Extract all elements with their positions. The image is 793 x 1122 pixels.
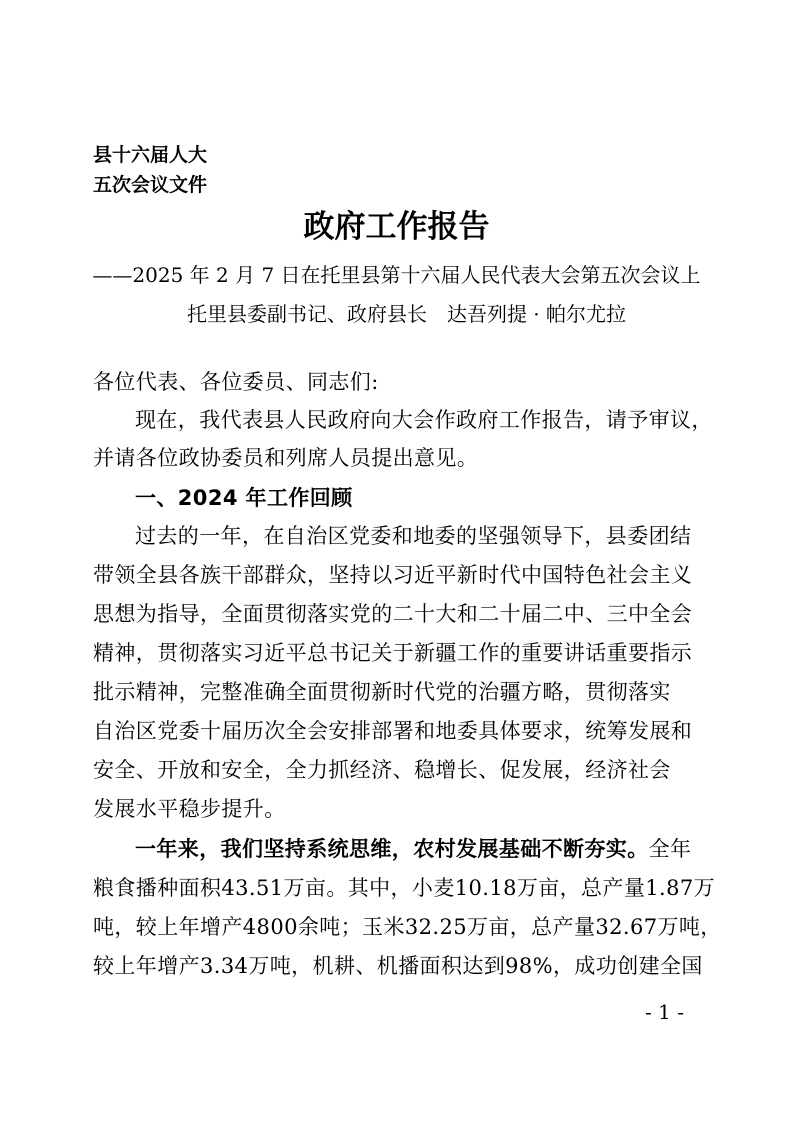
paragraph-1-line-3: 思想为指导，全面贯彻落实党的二十大和二十届二中、三中全会 <box>93 602 693 626</box>
intro-line-1: 现在，我代表县人民政府向大会作政府工作报告，请予审议， <box>135 408 713 432</box>
paragraph-1-line-5: 批示精神，完整准确全面贯彻新时代党的治疆方略，贯彻落实 <box>93 680 671 704</box>
paragraph-2-line-1 <box>135 833 691 863</box>
document-title: 政府工作报告 <box>303 209 490 245</box>
paragraph-2-line-1-rest: 全年 <box>648 837 692 861</box>
paragraph-2-line-3: 吨，较上年增产4800余吨；玉米32.25万亩，总产量32.67万吨， <box>93 915 722 939</box>
document-header-line2: 五次会议文件 <box>93 174 208 196</box>
page-number: - 1 - <box>645 1000 684 1024</box>
paragraph-1-line-6: 自治区党委十届历次全会安排部署和地委具体要求，统筹发展和 <box>93 719 693 743</box>
section-heading-2024-review: 一、2024 年工作回顾 <box>135 486 353 510</box>
paragraph-1-line-7: 安全、开放和安全，全力抓经济、稳增长、促发展，经济社会 <box>93 758 671 782</box>
paragraph-2-line-2: 粮食播种面积43.51万亩。其中，小麦10.18万亩，总产量1.87万 <box>93 876 715 900</box>
document-header-line1: 县十六届人大 <box>93 144 208 166</box>
paragraph-1-line-1: 过去的一年，在自治区党委和地委的坚强领导下，县委团结 <box>135 524 692 548</box>
paragraph-1-line-2: 带领全县各族干部群众，坚持以习近平新时代中国特色社会主义 <box>93 563 693 587</box>
subtitle-occasion: ——2025 年 2 月 7 日在托里县第十六届人民代表大会第五次会议上 <box>92 263 701 287</box>
paragraph-1-line-8: 发展水平稳步提升。 <box>93 797 286 821</box>
intro-line-2: 并请各位政协委员和列席人员提出意见。 <box>93 446 479 470</box>
paragraph-2-line-4: 较上年增产3.34万吨，机耕、机播面积达到98%，成功创建全国 <box>93 954 703 978</box>
paragraph-2-lead: 一年来，我们坚持系统思维，农村发展基础不断夯实。 <box>135 836 649 861</box>
subtitle-speaker: 托里县委副书记、政府县长 达吾列提 · 帕尔尤拉 <box>186 302 627 326</box>
paragraph-1-line-4: 精神，贯彻落实习近平总书记关于新疆工作的重要讲话重要指示 <box>93 641 693 665</box>
salutation: 各位代表、各位委员、同志们: <box>93 370 379 394</box>
